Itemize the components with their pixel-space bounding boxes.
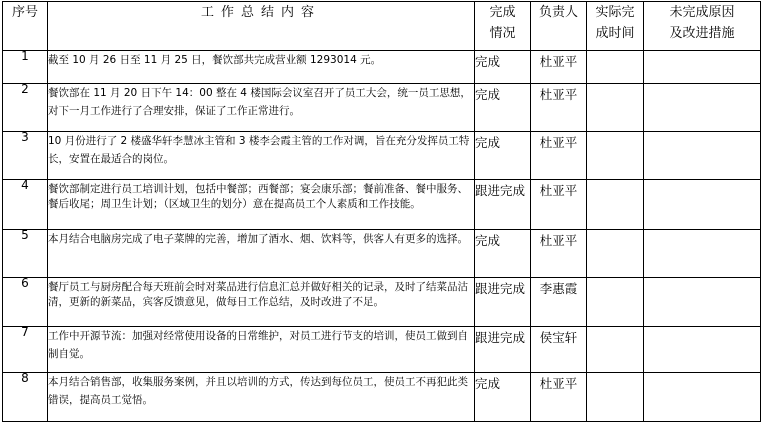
row-status: 跟进完成 [475, 180, 531, 230]
row-owner: 杜亚平 [531, 132, 587, 180]
row-owner: 杜亚平 [531, 51, 587, 84]
row-actual-time [587, 84, 644, 132]
table-row [3, 373, 761, 422]
row-status: 完成 [475, 51, 531, 84]
row-actual-time [587, 373, 644, 422]
header-status: 完成 情况 [475, 2, 531, 51]
row-reason [644, 180, 761, 230]
row-reason [644, 84, 761, 132]
row-reason [644, 230, 761, 278]
row-owner: 杜亚平 [531, 373, 587, 422]
row-owner: 侯宝轩 [531, 327, 587, 373]
row-reason [644, 373, 761, 422]
row-number: 3 [3, 132, 48, 180]
header-no: 序号 [3, 2, 48, 51]
row-status: 跟进完成 [475, 327, 531, 373]
header-reason: 未完成原因 及改进措施 [644, 2, 761, 51]
header-row [3, 2, 761, 51]
row-number: 1 [3, 51, 48, 84]
row-actual-time [587, 132, 644, 180]
row-status: 完成 [475, 84, 531, 132]
row-owner: 李惠霞 [531, 278, 587, 327]
table-row [3, 132, 761, 180]
work-summary-table [2, 1, 761, 422]
row-reason [644, 51, 761, 84]
header-content: 工作总结内容 [48, 2, 475, 51]
row-content: 工作中开源节流：加强对经常使用设备的日常维护，对员工进行节支的培训，使员工做到自制自觉。 [48, 327, 475, 373]
row-status: 完成 [475, 132, 531, 180]
row-reason [644, 327, 761, 373]
row-owner: 杜亚平 [531, 84, 587, 132]
row-content: 餐饮部制定进行员工培训计划，包括中餐部；西餐部；宴会康乐部；餐前准备、餐中服务、餐后收尾；周卫生计划；（区域卫生的划分）意在提高员工个人素质和工作技能。 [48, 180, 475, 230]
row-actual-time [587, 278, 644, 327]
row-reason [644, 278, 761, 327]
row-number: 4 [3, 180, 48, 230]
row-content: 本月结合销售部，收集服务案例，并且以培训的方式，传达到每位员工，使员工不再犯此类错误，提高员工觉悟。 [48, 373, 475, 422]
header-actual-time: 实际完 成时间 [587, 2, 644, 51]
header-owner: 负责人 [531, 2, 587, 51]
row-reason [644, 132, 761, 180]
row-owner: 杜亚平 [531, 230, 587, 278]
row-number: 5 [3, 230, 48, 278]
row-content: 餐饮部在 11 月 20 日下午 14：00 整在 4 楼国际会议室召开了员工大会，统一员工思想，对下一月工作进行了合理安排，保证了工作正常进行。 [48, 84, 475, 132]
row-content: 餐厅员工与厨房配合每天班前会时对菜品进行信息汇总并做好相关的记录，及时了结菜品沽清，更新的新菜品，宾客反馈意见，做每日工作总结，及时改进了不足。 [48, 278, 475, 327]
row-number: 2 [3, 84, 48, 132]
row-owner: 杜亚平 [531, 180, 587, 230]
table-row [3, 180, 761, 230]
row-status: 跟进完成 [475, 278, 531, 327]
row-status: 完成 [475, 373, 531, 422]
table-row [3, 278, 761, 327]
row-content: 本月结合电脑房完成了电子菜牌的完善，增加了酒水、烟、饮料等，供客人有更多的选择。 [48, 230, 475, 278]
row-actual-time [587, 230, 644, 278]
table-row [3, 84, 761, 132]
row-status: 完成 [475, 230, 531, 278]
row-content: 10 月份进行了 2 楼盛华轩李慧冰主管和 3 楼李会霞主管的工作对调，旨在充分发挥员工特长，安置在最适合的岗位。 [48, 132, 475, 180]
table-row [3, 327, 761, 373]
row-actual-time [587, 327, 644, 373]
row-content: 截至 10 月 26 日至 11 月 25 日，餐饮部共完成营业额 1293014 元。 [48, 51, 475, 84]
row-actual-time [587, 180, 644, 230]
row-number: 7 [3, 327, 48, 373]
table-row [3, 51, 761, 84]
table-row [3, 230, 761, 278]
row-number: 6 [3, 278, 48, 327]
row-actual-time [587, 51, 644, 84]
row-number: 8 [3, 373, 48, 422]
